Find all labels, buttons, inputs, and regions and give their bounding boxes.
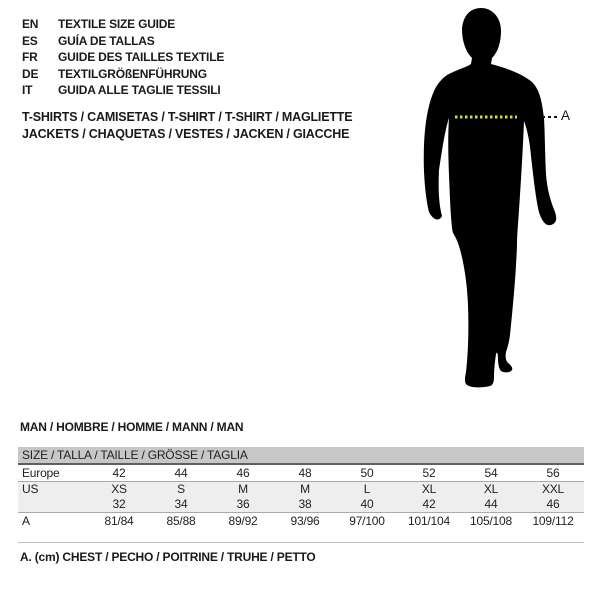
size-cell: 105/108	[470, 514, 512, 528]
size-cell: 56	[546, 466, 560, 480]
size-row-label: A	[22, 514, 30, 528]
size-table-bottom-rule	[18, 529, 584, 543]
size-cell: 101/104	[408, 514, 450, 528]
size-cell: 46	[236, 466, 250, 480]
language-code: IT	[22, 83, 33, 98]
size-row-label	[18, 497, 88, 512]
size-cell: S	[177, 482, 185, 496]
size-cell: 36	[236, 497, 250, 511]
size-cell: XL	[421, 482, 437, 496]
size-cell: 89/92	[228, 514, 258, 528]
language-label: TEXTILGRÖßENFÜHRUNG	[58, 66, 207, 81]
language-list	[22, 16, 224, 99]
language-label: GUIDA ALLE TAGLIE TESSILI	[58, 83, 221, 98]
category-title	[22, 109, 352, 143]
size-cell: 85/88	[166, 514, 196, 528]
man-silhouette-path	[424, 8, 556, 387]
size-cell: 52	[422, 466, 436, 480]
size-cell: 42	[422, 497, 436, 511]
size-cell: XL	[483, 482, 499, 496]
size-cell: 40	[360, 497, 374, 511]
size-cell: L	[363, 482, 371, 496]
language-label: TEXTILE SIZE GUIDE	[58, 17, 176, 31]
language-label: GUIDE DES TAILLES TEXTILE	[58, 50, 225, 65]
size-cell: 32	[112, 497, 126, 511]
size-cell: 38	[298, 497, 312, 511]
language-code: FR	[22, 50, 38, 65]
measurement-a-label: A	[561, 108, 571, 123]
size-table-row	[18, 482, 584, 497]
size-cell: 42	[112, 466, 126, 480]
language-code: DE	[22, 66, 39, 81]
measurement-footnote: A. (cm) CHEST / PECHO / POITRINE / TRUHE / PETTO	[20, 550, 316, 564]
size-cell: 81/84	[104, 514, 134, 528]
size-cell: 46	[546, 497, 560, 511]
size-cell: 34	[174, 497, 188, 511]
language-row	[22, 16, 224, 33]
size-row-label: Europe	[22, 466, 60, 480]
size-table-row	[18, 497, 584, 513]
language-row	[22, 66, 224, 83]
language-code: EN	[22, 17, 39, 31]
category-line-jackets: JACKETS / CHAQUETAS / VESTES / JACKEN / GIACCHE	[22, 127, 350, 141]
section-title: MAN / HOMBRE / HOMME / MANN / MAN	[20, 420, 244, 434]
category-line-tshirts: T-SHIRTS / CAMISETAS / T-SHIRT / T-SHIRT / MAGLIETTE	[22, 110, 353, 124]
size-cell: 44	[174, 466, 188, 480]
language-row	[22, 49, 224, 66]
size-table-header: SIZE / TALLA / TAILLE / GRÖSSE / TAGLIA	[18, 447, 584, 465]
size-cell: 50	[360, 466, 374, 480]
language-row	[22, 82, 224, 99]
size-table-row	[18, 513, 584, 529]
size-cell: XXL	[541, 482, 565, 496]
size-cell: M	[300, 482, 310, 496]
size-cell: XS	[111, 482, 127, 496]
language-code: ES	[22, 33, 38, 48]
size-cell: 109/112	[532, 514, 574, 528]
size-cell: 93/96	[290, 514, 320, 528]
size-cell: 97/100	[349, 514, 385, 528]
size-cell: M	[238, 482, 248, 496]
size-cell: 54	[484, 466, 498, 480]
size-row-label: US	[22, 482, 39, 496]
man-silhouette-svg	[415, 5, 585, 395]
size-cell: 48	[298, 466, 312, 480]
language-label: GUÍA DE TALLAS	[58, 33, 155, 48]
size-table	[18, 447, 584, 543]
size-cell: 44	[484, 497, 498, 511]
language-row	[22, 33, 224, 50]
size-table-row	[18, 465, 584, 482]
size-table-body	[18, 465, 584, 529]
man-silhouette	[415, 5, 585, 395]
